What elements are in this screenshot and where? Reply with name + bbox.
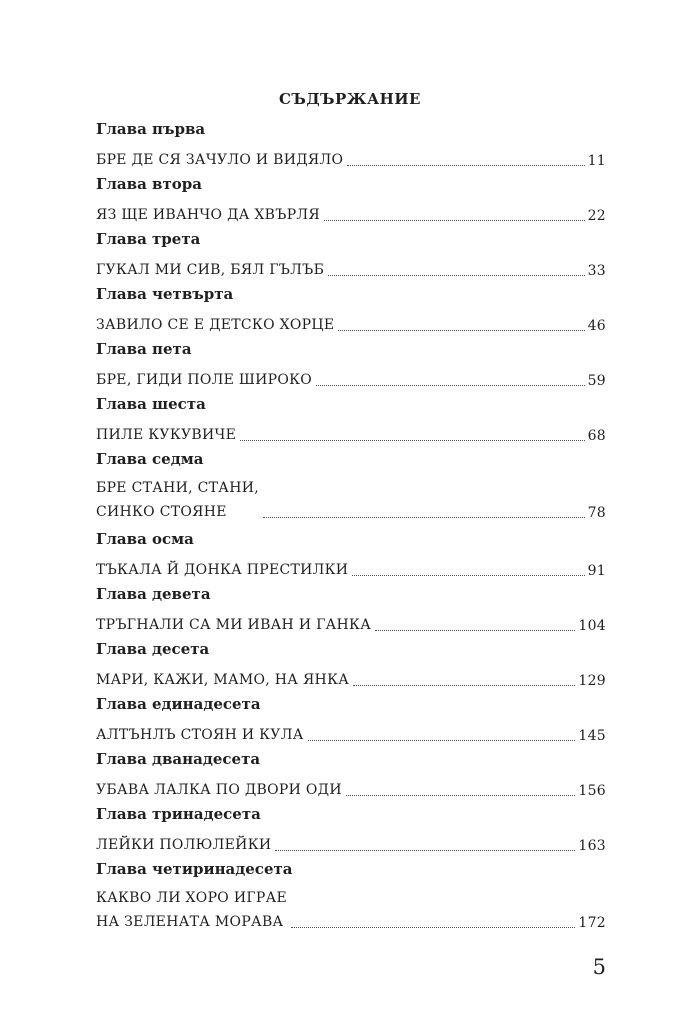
chapter-label: Глава седма bbox=[96, 450, 204, 468]
toc-entry bbox=[96, 748, 606, 803]
chapter-title bbox=[96, 778, 342, 802]
toc-entry bbox=[96, 858, 606, 938]
chapter-row bbox=[96, 423, 606, 447]
chapter-row bbox=[96, 203, 606, 227]
chapter-label: Глава дванадесета bbox=[96, 750, 261, 768]
chapter-title-line: СИНКО СТОЯНЕ bbox=[96, 504, 227, 520]
page-number: 5 bbox=[592, 955, 606, 979]
chapter-row bbox=[96, 148, 606, 172]
chapter-label: Глава десета bbox=[96, 640, 210, 658]
dot-leader bbox=[275, 850, 575, 851]
dot-leader bbox=[308, 740, 576, 741]
chapter-page-number: 22 bbox=[587, 208, 606, 224]
chapter-title-line: ГУКАЛ МИ СИВ, БЯЛ ГЪЛЪБ bbox=[96, 262, 325, 278]
chapter-page-number: 145 bbox=[578, 728, 606, 744]
chapter-title bbox=[96, 886, 287, 934]
chapter-title bbox=[96, 148, 343, 172]
toc-entry bbox=[96, 173, 606, 228]
chapter-row bbox=[96, 886, 606, 934]
chapter-title-line: БРЕ СТАНИ, СТАНИ, bbox=[96, 480, 259, 496]
chapter-label: Глава тринадесета bbox=[96, 805, 261, 823]
toc-entry bbox=[96, 338, 606, 393]
chapter-title bbox=[96, 203, 320, 227]
chapter-page-number: 78 bbox=[587, 505, 606, 521]
dot-leader bbox=[291, 927, 575, 928]
chapter-label: Глава четиринадесета bbox=[96, 860, 293, 878]
toc-entry bbox=[96, 528, 606, 583]
chapter-label: Глава девета bbox=[96, 585, 211, 603]
chapter-title-line: ЛЕЙКИ ПОЛЮЛЕЙКИ bbox=[96, 837, 272, 853]
dot-leader bbox=[263, 517, 585, 518]
chapter-title-line: БРЕ ДЕ СЯ ЗАЧУЛО И ВИДЯЛО bbox=[96, 152, 344, 168]
toc-entry bbox=[96, 693, 606, 748]
chapter-title bbox=[96, 476, 259, 524]
chapter-label: Глава първа bbox=[96, 120, 206, 138]
chapter-page-number: 104 bbox=[578, 618, 606, 634]
chapter-title-line: БРЕ, ГИДИ ПОЛЕ ШИРОКО bbox=[96, 372, 313, 388]
chapter-title bbox=[96, 368, 312, 392]
chapter-page-number: 33 bbox=[587, 263, 606, 279]
dot-leader bbox=[346, 795, 576, 796]
dot-leader bbox=[324, 220, 585, 221]
toc-entry bbox=[96, 448, 606, 528]
chapter-row bbox=[96, 668, 606, 692]
chapter-title bbox=[96, 723, 304, 747]
dot-leader bbox=[328, 275, 584, 276]
chapter-page-number: 163 bbox=[578, 838, 606, 854]
dot-leader bbox=[338, 330, 584, 331]
chapter-row bbox=[96, 613, 606, 637]
dot-leader bbox=[352, 575, 584, 576]
chapter-label: Глава единадесета bbox=[96, 695, 261, 713]
chapter-title-line: ЗАВИЛО СЕ Е ДЕТСКО ХОРЦЕ bbox=[96, 317, 335, 333]
chapter-title bbox=[96, 558, 348, 582]
chapter-page-number: 46 bbox=[587, 318, 606, 334]
chapter-page-number: 11 bbox=[587, 153, 606, 169]
chapter-title bbox=[96, 313, 334, 337]
chapter-label: Глава пета bbox=[96, 340, 192, 358]
chapter-title bbox=[96, 613, 371, 637]
dot-leader bbox=[353, 685, 575, 686]
toc-entry bbox=[96, 118, 606, 173]
chapter-title bbox=[96, 833, 271, 857]
chapter-title-line: ПИЛЕ КУКУВИЧЕ bbox=[96, 427, 237, 443]
chapter-title-line: ЯЗ ЩЕ ИВАНЧО ДА ХВЪРЛЯ bbox=[96, 207, 321, 223]
toc-entry bbox=[96, 638, 606, 693]
dot-leader bbox=[375, 630, 575, 631]
chapter-label: Глава трета bbox=[96, 230, 201, 248]
chapter-label: Глава четвърта bbox=[96, 285, 234, 303]
toc-entry bbox=[96, 283, 606, 338]
chapter-label: Глава втора bbox=[96, 175, 202, 193]
dot-leader bbox=[316, 385, 584, 386]
chapter-page-number: 129 bbox=[578, 673, 606, 689]
toc-entry bbox=[96, 228, 606, 283]
chapter-row bbox=[96, 558, 606, 582]
chapter-title bbox=[96, 258, 324, 282]
dot-leader bbox=[347, 165, 584, 166]
chapter-title-line: КАКВО ЛИ ХОРО ИГРАЕ bbox=[96, 890, 288, 906]
chapter-title bbox=[96, 668, 349, 692]
chapter-label: Глава шеста bbox=[96, 395, 206, 413]
chapter-title-line: НА ЗЕЛЕНАТА МОРАВА bbox=[96, 914, 284, 930]
dot-leader bbox=[240, 440, 584, 441]
table-of-contents bbox=[96, 118, 606, 938]
chapter-label: Глава осма bbox=[96, 530, 194, 548]
chapter-title bbox=[96, 423, 236, 447]
chapter-row bbox=[96, 476, 606, 524]
chapter-title-line: МАРИ, КАЖИ, МАМО, НА ЯНКА bbox=[96, 672, 350, 688]
chapter-page-number: 172 bbox=[578, 915, 606, 931]
toc-entry bbox=[96, 583, 606, 638]
page-title: СЪДЪРЖАНИЕ bbox=[279, 90, 421, 108]
chapter-row bbox=[96, 258, 606, 282]
chapter-row bbox=[96, 368, 606, 392]
chapter-page-number: 68 bbox=[587, 428, 606, 444]
chapter-row bbox=[96, 833, 606, 857]
chapter-title-line: ТЪКАЛА Й ДОНКА ПРЕСТИЛКИ bbox=[96, 562, 349, 578]
chapter-title-line: ТРЪГНАЛИ СА МИ ИВАН И ГАНКА bbox=[96, 617, 372, 633]
chapter-page-number: 59 bbox=[587, 373, 606, 389]
chapter-title-line: АЛТЪНЛЪ СТОЯН И КУЛА bbox=[96, 727, 304, 743]
toc-entry bbox=[96, 393, 606, 448]
toc-entry bbox=[96, 803, 606, 858]
chapter-row bbox=[96, 778, 606, 802]
chapter-title-line: УБАВА ЛАЛКА ПО ДВОРИ ОДИ bbox=[96, 782, 342, 798]
chapter-row bbox=[96, 313, 606, 337]
chapter-row bbox=[96, 723, 606, 747]
chapter-page-number: 91 bbox=[587, 563, 606, 579]
chapter-page-number: 156 bbox=[578, 783, 606, 799]
